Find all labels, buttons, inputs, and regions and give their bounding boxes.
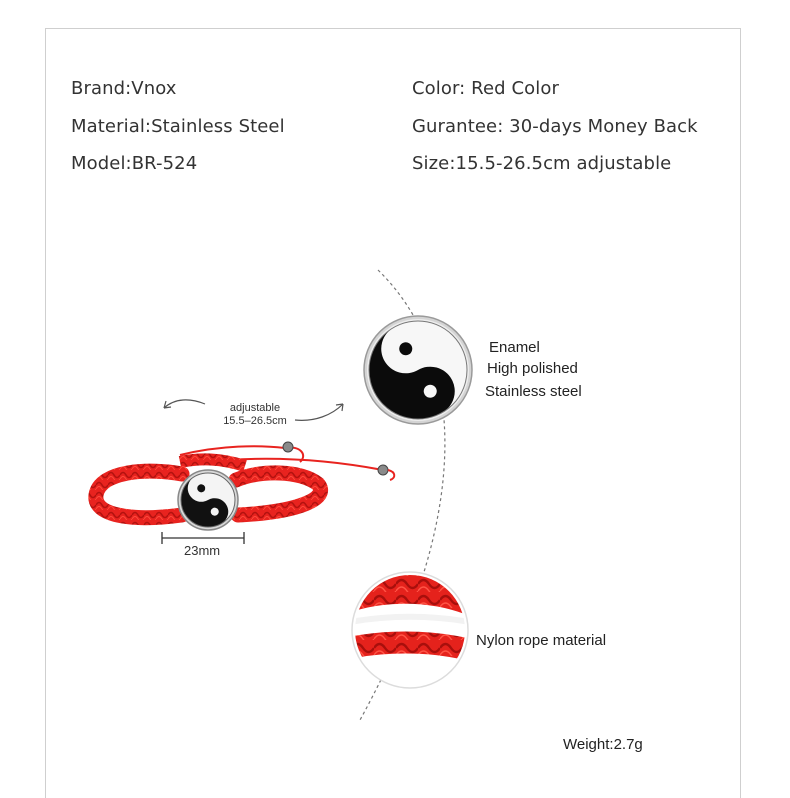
rope-closeup — [340, 572, 470, 688]
diameter-label: 23mm — [184, 543, 221, 558]
adjustable-label: adjustable — [229, 402, 281, 414]
callout-high-polished: High polished — [487, 360, 578, 377]
weight-label: Weight:2.7g — [563, 736, 643, 753]
spec-brand: Brand:Vnox — [71, 78, 177, 99]
callout-enamel: Enamel — [489, 339, 540, 356]
callout-nylon-rope: Nylon rope material — [476, 632, 607, 649]
adjustable-range: 15.5–26.5cm — [223, 415, 287, 427]
charm-closeup — [351, 303, 485, 437]
spec-material: Material:Stainless Steel — [71, 116, 285, 137]
spec-color: Color: Red Color — [412, 78, 559, 99]
bracelet-image — [96, 442, 394, 537]
spec-size: Size:15.5-26.5cm adjustable — [412, 153, 672, 174]
spec-guarantee: Gurantee: 30-days Money Back — [412, 116, 698, 137]
spec-model: Model:BR-524 — [71, 153, 198, 174]
callout-stainless-steel: Stainless steel — [485, 383, 582, 400]
